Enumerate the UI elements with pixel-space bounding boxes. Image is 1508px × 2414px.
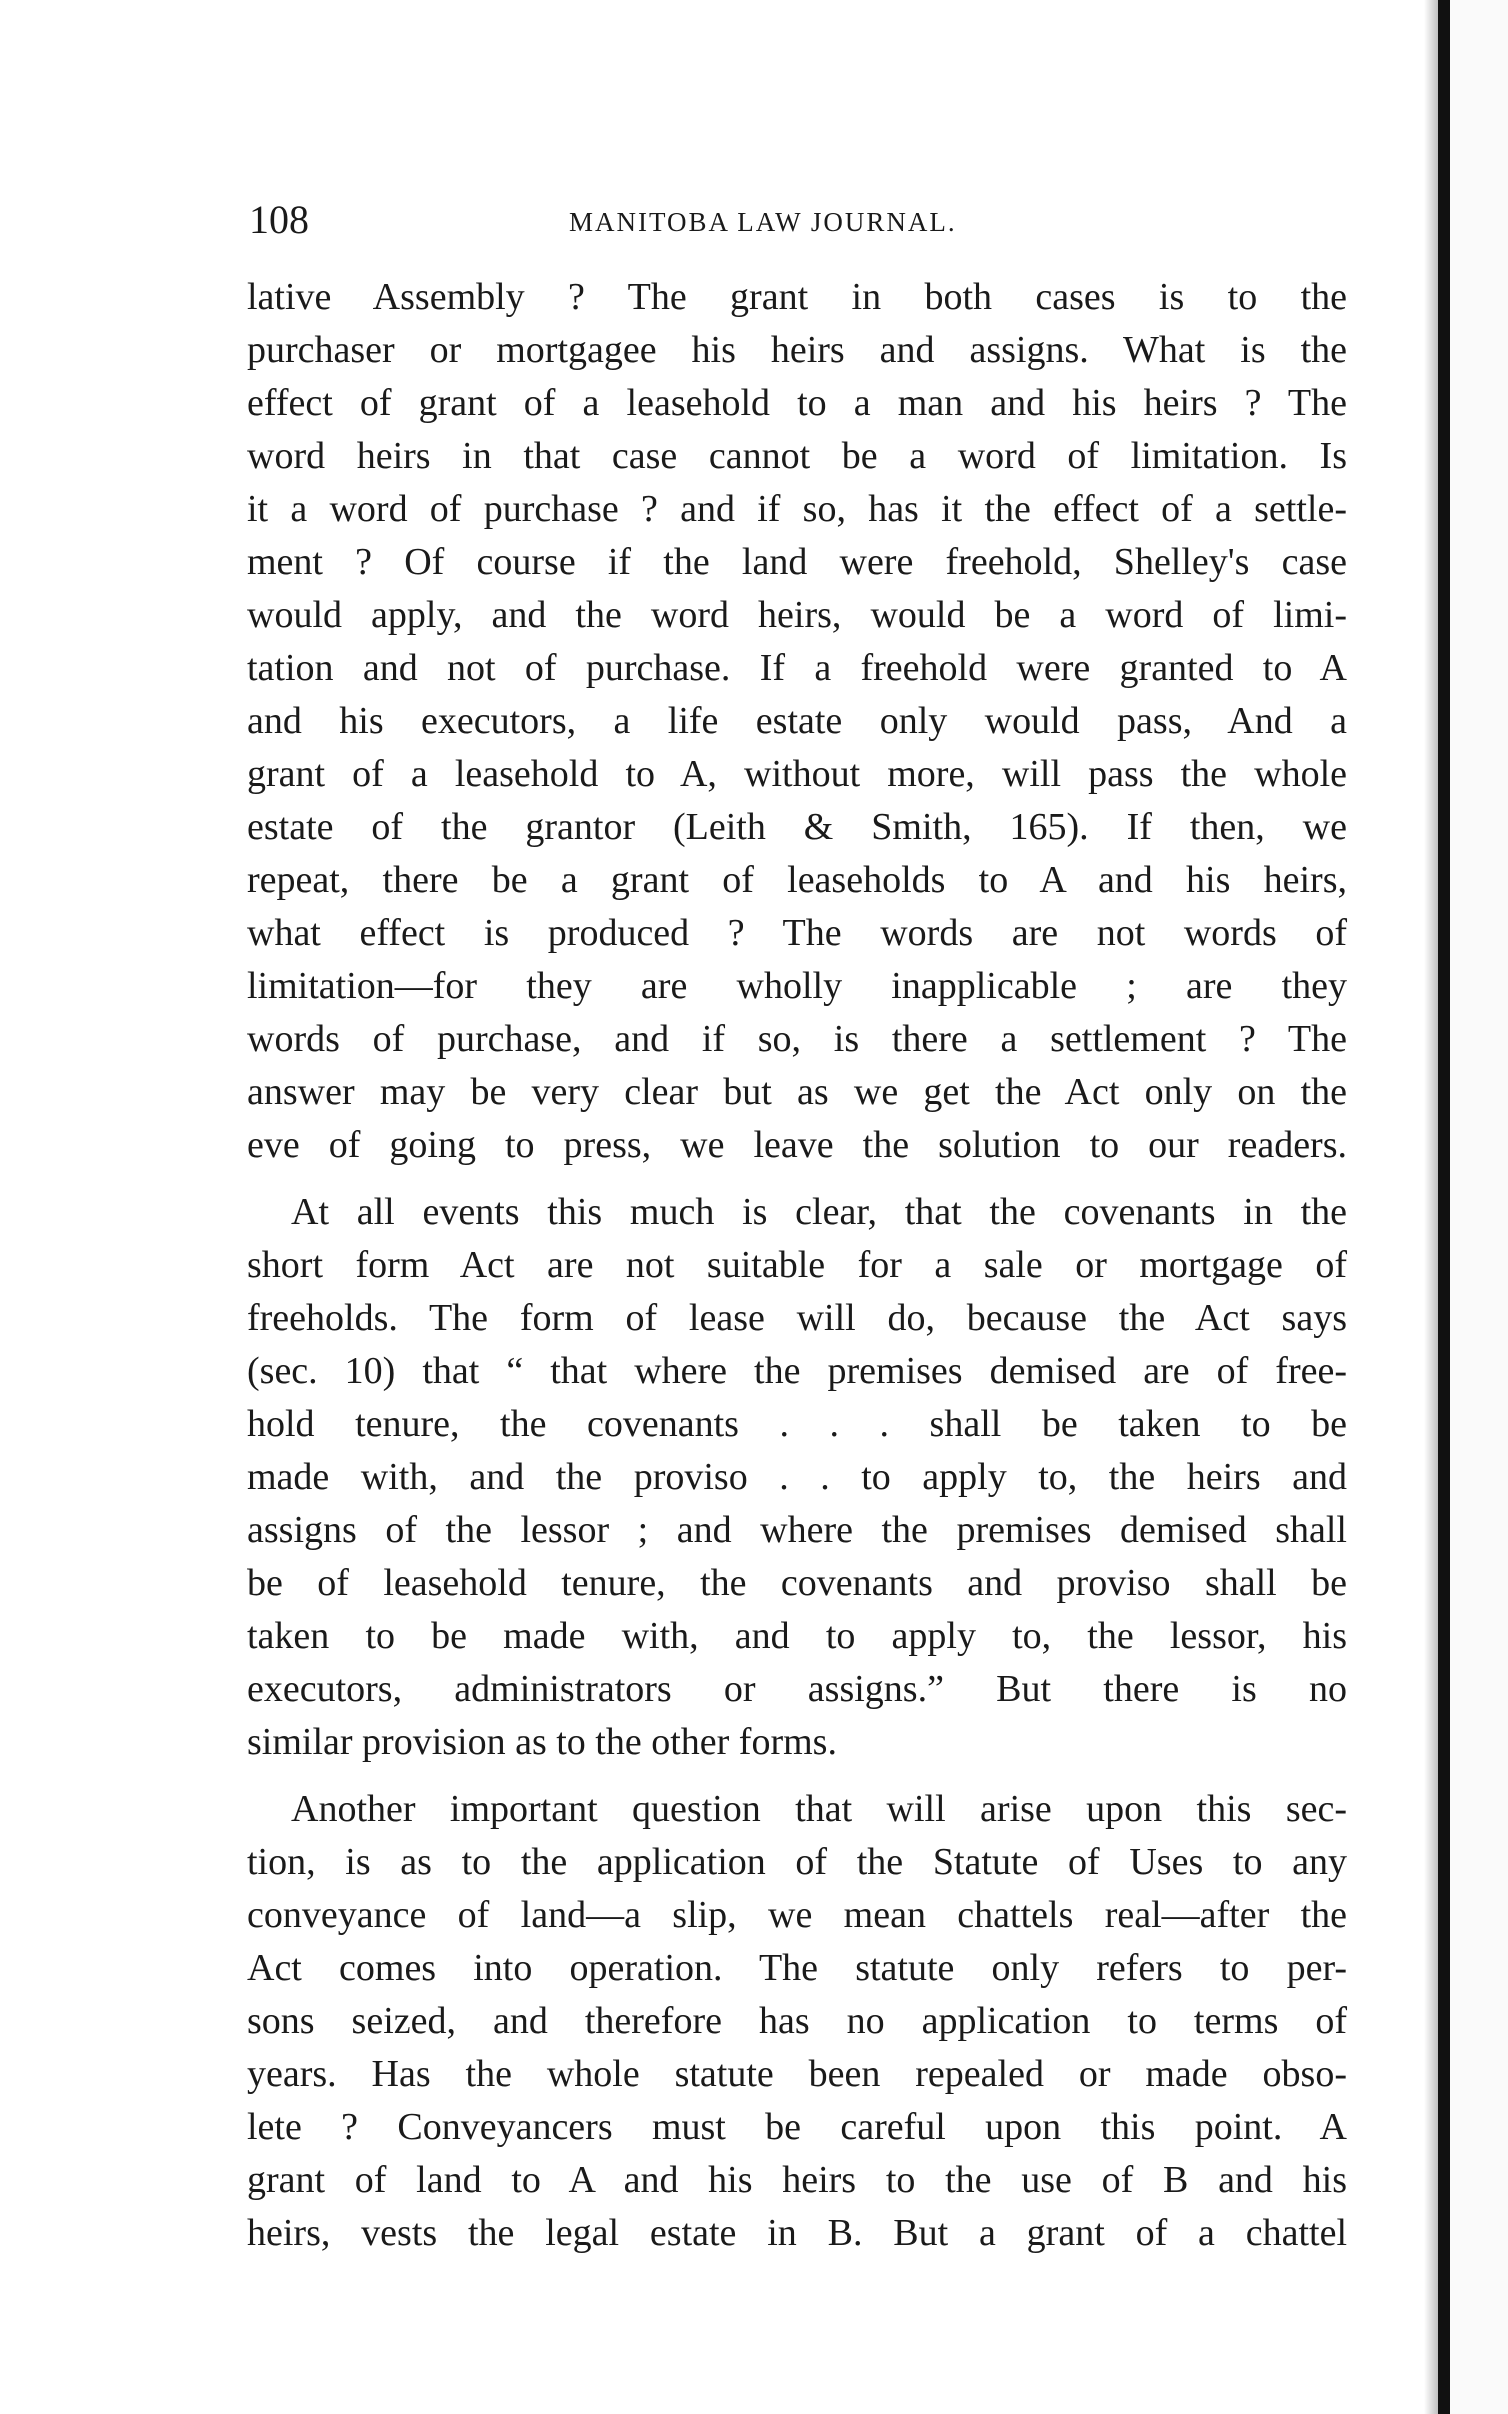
text-line: tion, is as to the application of the Statute of Uses to any (247, 1841, 1347, 1883)
journal-title: MANITOBA LAW JOURNAL. (569, 207, 957, 237)
paragraph-spacer (247, 1172, 1347, 1186)
text-line: hold tenure, the covenants . . . shall be taken to be (247, 1403, 1347, 1445)
paragraph-3 (247, 1783, 1347, 2260)
text-line: years. Has the whole statute been repealed or made obso- (247, 2053, 1347, 2095)
text-line: tation and not of purchase. If a freehold were granted to A (247, 647, 1347, 689)
text-line: lative Assembly ? The grant in both cases is to the (247, 276, 1347, 318)
text-line: grant of a leasehold to A, without more, will pass the whole (247, 753, 1347, 795)
text-line: freeholds. The form of lease will do, because the Act says (247, 1297, 1347, 1339)
text-line: executors, administrators or assigns.” But there is no (247, 1668, 1347, 1710)
paragraph-spacer (247, 1769, 1347, 1783)
text-line: Act comes into operation. The statute only refers to per- (247, 1947, 1347, 1989)
text-line: At all events this much is clear, that the covenants in the (291, 1191, 1347, 1233)
text-line: and his executors, a life estate only would pass, And a (247, 700, 1347, 742)
text-line: it a word of purchase ? and if so, has it the effect of a settle- (247, 488, 1347, 530)
paragraph-1 (247, 271, 1347, 1172)
text-line: estate of the grantor (Leith & Smith, 165). If then, we (247, 806, 1347, 848)
text-line: words of purchase, and if so, is there a settlement ? The (247, 1018, 1347, 1060)
page-edge (1438, 0, 1450, 2414)
text-line: lete ? Conveyancers must be careful upon this point. A (247, 2106, 1347, 2148)
text-line: heirs, vests the legal estate in B. But a grant of a chattel (247, 2212, 1347, 2254)
text-line: limitation—for they are wholly inapplicable ; are they (247, 965, 1347, 1007)
paragraph-2 (247, 1186, 1347, 1769)
text-line: repeat, there be a grant of leaseholds to A and his heirs, (247, 859, 1347, 901)
text-line: answer may be very clear but as we get the Act only on the (247, 1071, 1347, 1113)
text-line: short form Act are not suitable for a sale or mortgage of (247, 1244, 1347, 1286)
body-text (247, 271, 1347, 2260)
text-line: ment ? Of course if the land were freehold, Shelley's case (247, 541, 1347, 583)
text-line: effect of grant of a leasehold to a man and his heirs ? The (247, 382, 1347, 424)
text-line: made with, and the proviso . . to apply to, the heirs and (247, 1456, 1347, 1498)
page-margin (1450, 0, 1508, 2414)
text-line: taken to be made with, and to apply to, the lessor, his (247, 1615, 1347, 1657)
page-number: 108 (249, 197, 309, 242)
text-line: conveyance of land—a slip, we mean chattels real—after the (247, 1894, 1347, 1936)
running-head (249, 192, 1344, 252)
page-gutter-shadow (1424, 0, 1438, 2414)
text-line: similar provision as to the other forms. (247, 1721, 837, 1763)
text-line: purchaser or mortgagee his heirs and assigns. What is the (247, 329, 1347, 371)
text-line: eve of going to press, we leave the solution to our readers. (247, 1124, 1347, 1166)
text-line: Another important question that will arise upon this sec- (291, 1788, 1347, 1830)
text-line: assigns of the lessor ; and where the premises demised shall (247, 1509, 1347, 1551)
text-line: would apply, and the word heirs, would be a word of limi- (247, 594, 1347, 636)
text-line: word heirs in that case cannot be a word of limitation. Is (247, 435, 1347, 477)
text-line: be of leasehold tenure, the covenants and proviso shall be (247, 1562, 1347, 1604)
text-line: (sec. 10) that “ that where the premises demised are of free- (247, 1350, 1347, 1392)
text-line: grant of land to A and his heirs to the use of B and his (247, 2159, 1347, 2201)
text-line: what effect is produced ? The words are not words of (247, 912, 1347, 954)
text-line: sons seized, and therefore has no application to terms of (247, 2000, 1347, 2042)
